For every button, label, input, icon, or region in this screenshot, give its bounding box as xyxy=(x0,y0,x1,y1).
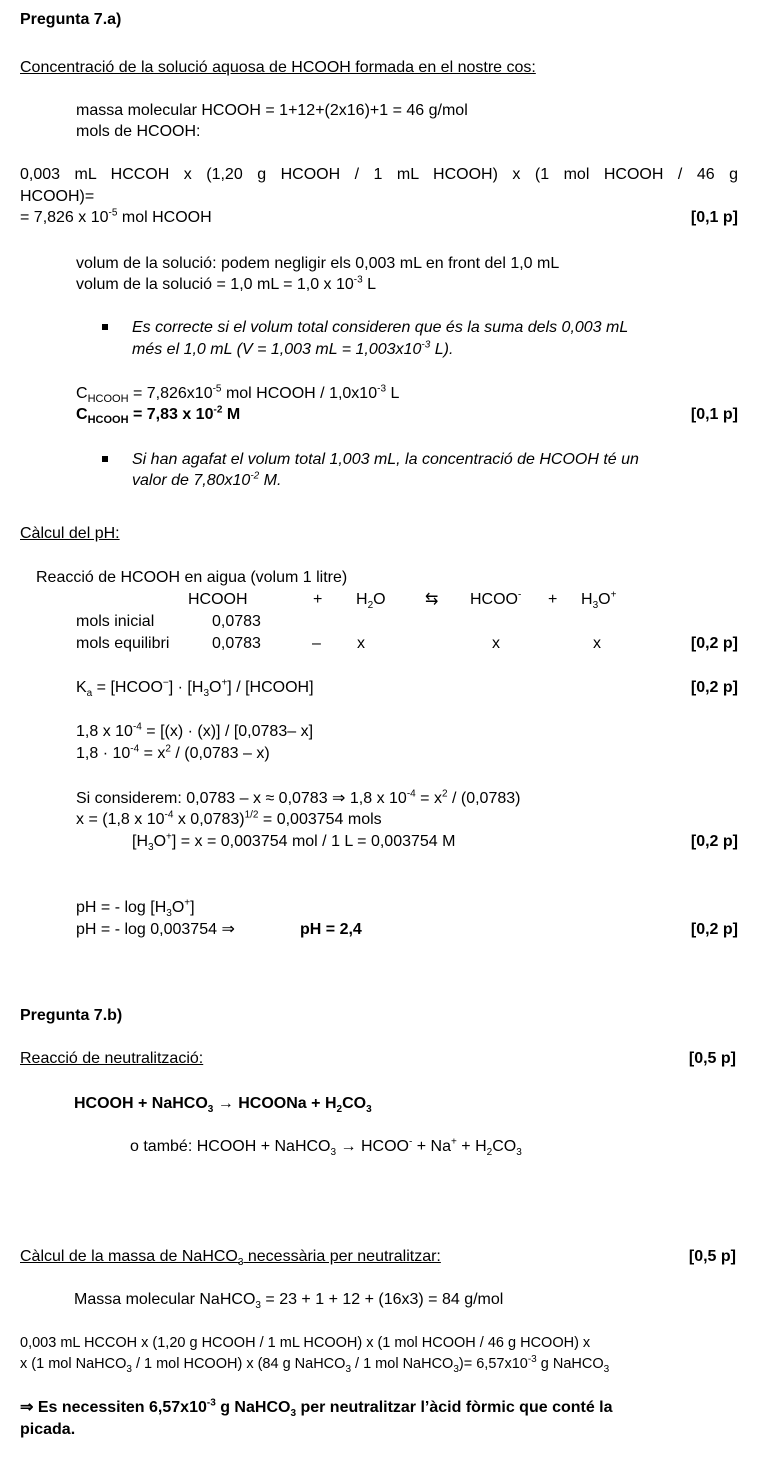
volume-value: volum de la solució = 1,0 mL = 1,0 x $10^{-3}$ L xyxy=(76,274,377,293)
bullet-marker xyxy=(102,456,108,462)
bullet-1-line-1: Es correcte si el volum total consideren que és la suma dels 0,003 mL xyxy=(132,319,629,336)
species-hydronium: $H_3O^+$ xyxy=(581,589,617,612)
score-mols: [0,1 p] xyxy=(690,209,738,226)
neutralization-reaction: HCOOH + NaHCO$_3$ → HCOONa + $H_2CO_3$ xyxy=(74,1095,372,1116)
row-equilibrium-value: 0,0783 xyxy=(212,635,261,652)
ph-heading: Càlcul del pH: xyxy=(20,525,120,542)
bullet-2-line-1: Si han agafat el volum total 1,003 mL, la concentració de HCOOH té un xyxy=(132,451,639,468)
conclusion-line-1: ⇒ Es necessiten $6,57x10^{-3}$ g NaHCO$_3$ per neutralitzar l’àcid fòrmic que conté la xyxy=(20,1397,613,1420)
volume-note: volum de la solució: podem negligir els 0,003 mL en front del 1,0 mL xyxy=(76,255,560,272)
mols-label: mols de HCOOH: xyxy=(76,123,201,140)
ph-definition: pH = - $\log [H_3O^+]$ xyxy=(76,897,195,920)
species-hcooh: HCOOH xyxy=(188,591,248,608)
score-table: [0,2 p] xyxy=(690,635,738,652)
row-equilibrium-minus: – xyxy=(312,635,321,652)
reaction-intro: Reacció de HCOOH en aigua (volum 1 litre) xyxy=(36,569,348,586)
mass-heading: Càlcul de la massa de NaHCO$_3$ necessària per neutralitzar: xyxy=(20,1248,441,1269)
bullet-marker xyxy=(102,324,108,330)
neutralization-heading: Reacció de neutralització: xyxy=(20,1050,204,1067)
row-initial-label: mols inicial xyxy=(76,613,155,630)
mols-calc-line-2: HCOOH)= xyxy=(20,188,95,205)
concentration-calc: $C_{HCOOH} = 7,826x10^{-5}$ mol HCOOH / $1,0x10^{-3}$ L xyxy=(76,383,400,406)
species-water: $H_2O$ xyxy=(356,591,386,612)
row-equilibrium-label: mols equilibri xyxy=(76,635,170,652)
plus-sign: + xyxy=(313,591,323,608)
nahco3-molar-mass: Massa molecular NaHCO$_3$ = 23 + 1 + 12 + (16x3) = 84 g/mol xyxy=(74,1291,504,1312)
mass-calc-line-1: 0,003 mL HCCOH x (1,20 g HCOOH / 1 mL HCOOH) x (1 mol HCOOH / 46 g HCOOH) x xyxy=(20,1335,591,1351)
x-solution: x = (1,8 x $10^{-4}$ x 0,0783)$^{1/2}$ = 0,003754 mols xyxy=(76,809,382,828)
score-hydronium: [0,2 p] xyxy=(690,833,738,850)
ph-calculation: pH = - log 0,003754 ⇒ xyxy=(76,921,235,938)
score-mass: [0,5 p] xyxy=(688,1248,736,1265)
ionic-reaction: o també: HCOOH + NaHCO$_3$ → HCOO- + $Na^+ + H_2CO_3$ xyxy=(130,1136,522,1159)
row-initial-value: 0,0783 xyxy=(212,613,261,630)
molar-mass-line: massa molecular HCOOH = 1+12+(2x16)+1 = 46 g/mol xyxy=(76,102,468,119)
row-equilibrium-x: x xyxy=(593,635,601,652)
ka-expression: $K_a$ = [HCOO−] · $[H_3O^+]$ / [HCOOH] xyxy=(76,677,314,700)
question-7b-title: Pregunta 7.b) xyxy=(20,1007,123,1024)
score-ka: [0,2 p] xyxy=(690,679,738,696)
approximation-line: Si considerem: 0,0783 – x ≈ 0,0783 ⇒ 1,8 x $10^{-4} = x^2 / (0,0783)$ xyxy=(76,788,521,807)
conclusion-line-2: picada. xyxy=(20,1421,76,1438)
concentration-heading: Concentració de la solució aquosa de HCOOH formada en el nostre cos: xyxy=(20,59,536,76)
mass-calc-line-2: x (1 mol NaHCO$_3$ / 1 mol HCOOH) x (84 g NaHCO$_3$ / 1 mol NaHCO$_3$)= $6,57x10^{-3}$ g NaHCO$_3$ xyxy=(20,1354,610,1375)
plus-sign: + xyxy=(548,591,558,608)
mols-result: = 7,826 x $10^{-5}$ mol HCOOH xyxy=(20,207,212,226)
bullet-1-line-2: més el 1,0 mL (V = 1,003 mL = $1,003x10^{-3}$ L). xyxy=(132,339,454,358)
row-equilibrium-x: x xyxy=(357,635,365,652)
species-formate: HCOO- xyxy=(470,589,522,608)
mols-calc-line-1: 0,003 mL HCCOH x (1,20 g HCOOH / 1 mL HCOOH) x (1 mol HCOOH / 46 g xyxy=(20,166,738,183)
question-7a-title: Pregunta 7.a) xyxy=(20,11,122,28)
equation-2: $1,8 \cdot 10^{-4} = x^2 / (0,0783 - x)$ xyxy=(76,743,270,762)
row-equilibrium-x: x xyxy=(492,635,500,652)
score-concentration: [0,1 p] xyxy=(690,406,738,423)
bullet-2-line-2: valor de $7,80x10^{-2}$ M. xyxy=(132,470,282,489)
concentration-result: $C_{HCOOH} = 7,83$ x $10^{-2}$ M xyxy=(76,404,241,427)
hydronium-concentration: $[H_3O^+] = x = 0,003754$ mol / 1 L = 0,003754 M xyxy=(132,831,456,854)
score-neutralization: [0,5 p] xyxy=(688,1050,736,1067)
equation-1: 1,8 x $10^{-4} = [(x) \cdot (x)] / [0,0783-$ x] xyxy=(76,721,314,740)
score-ph: [0,2 p] xyxy=(690,921,738,938)
ph-result: pH = 2,4 xyxy=(300,921,362,938)
equilibrium-arrows: ⇆ xyxy=(425,591,439,608)
